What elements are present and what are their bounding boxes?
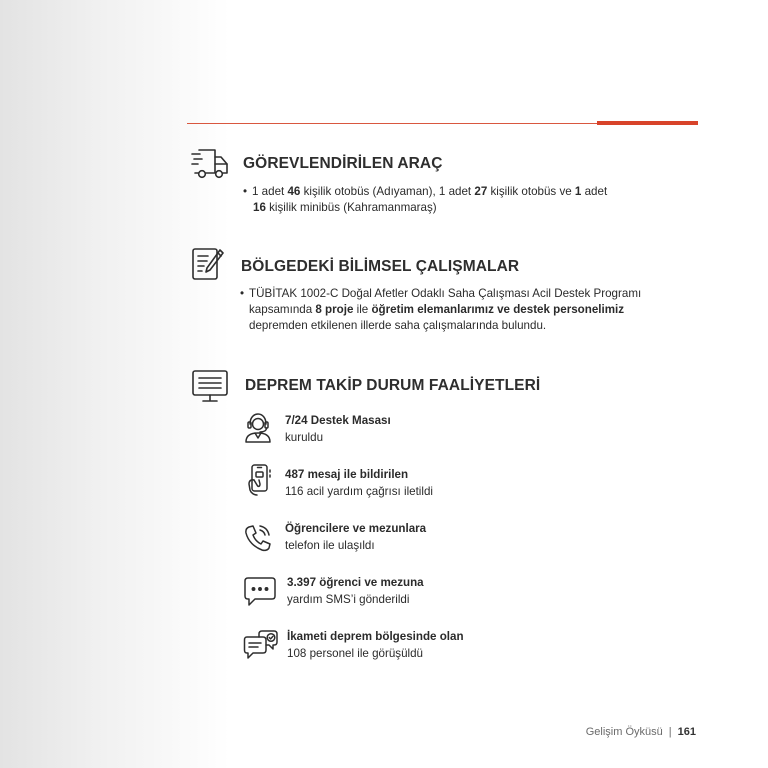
section-title-vehicle: GÖREVLENDİRİLEN ARAÇ <box>243 155 443 172</box>
science-paragraph: • TÜBİTAK 1002-C Doğal Afetler Odaklı Saha Çalışması Acil Destek Programı kapsamında 8 proje ile öğretim elemanlarımız ve destek personelimiz depremden etkilenen illerde saha çalışmalarında bulundu. <box>240 287 642 332</box>
vehicle-line-1: 1 adet 46 kişilik otobüs (Adıyaman), 1 adet 27 kişilik otobüs ve 1 adet <box>252 185 608 198</box>
footer-label: Gelişim Öyküsü <box>585 726 663 738</box>
footer-separator: | <box>668 726 672 738</box>
list-item: 3.397 öğrenci ve mezuna yardım SMS’i gönderildi <box>287 576 424 606</box>
page-number: 161 <box>677 726 696 738</box>
vehicle-paragraph <box>243 184 672 216</box>
list-item: Öğrencilere ve mezunlara telefon ile ulaşıldı <box>285 522 427 552</box>
phone-message-icon <box>245 463 273 497</box>
monitor-icon <box>191 368 229 404</box>
bullet: • <box>240 287 245 300</box>
header-rule-accent <box>597 121 698 125</box>
phone-call-icon <box>243 521 273 553</box>
bullet: • <box>243 185 248 198</box>
section-title-science: BÖLGEDEKİ BİLİMSEL ÇALIŞMALAR <box>241 258 520 275</box>
sms-bubble-icon <box>243 575 277 607</box>
chat-check-icon <box>243 628 279 662</box>
list-item: 7/24 Destek Masası kuruldu <box>285 414 391 444</box>
list-item: 487 mesaj ile bildirilen 116 acil yardım çağrısı iletildi <box>285 468 433 498</box>
document-pen-icon <box>191 246 225 282</box>
list-item: İkameti deprem bölgesinde olan 108 personel ile görüşüldü <box>287 630 464 660</box>
section-title-tracking: DEPREM TAKİP DURUM FAALİYETLERİ <box>245 377 541 394</box>
page-footer <box>586 726 696 738</box>
header-rule <box>187 123 597 124</box>
headset-agent-icon <box>243 411 273 443</box>
vehicle-line-2: 16 kişilik minibüs (Kahramanmaraş) <box>253 201 437 214</box>
truck-icon <box>190 147 230 181</box>
